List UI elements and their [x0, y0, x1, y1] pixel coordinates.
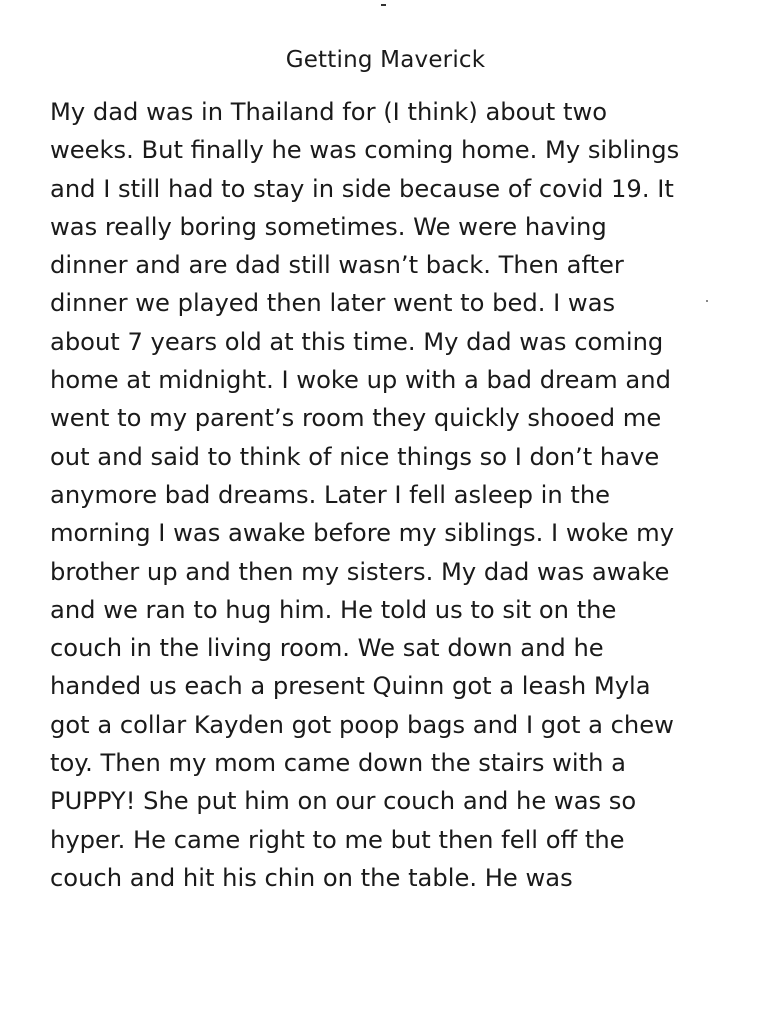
- text-line: PUPPY! She put him on our couch and he was so: [50, 787, 637, 816]
- text-line: home at midnight. I woke up with a bad dream and: [50, 366, 671, 395]
- text-line: My dad was in Thailand for (I think) about two: [50, 98, 608, 126]
- text-line: weeks. But finally he was coming home. My siblings: [50, 136, 680, 165]
- text-line: handed us each a present Quinn got a leash Myla: [50, 672, 651, 701]
- text-line: morning I was awake before my siblings. I woke my: [50, 519, 675, 548]
- text-line: got a collar Kayden got poop bags and I got a chew: [50, 710, 674, 739]
- text-line: and we ran to hug him. He told us to sit on the: [50, 595, 617, 624]
- text-line: dinner and are dad still wasn’t back. Then after: [50, 251, 624, 280]
- text-line: hyper. He came right to me but then fell off the: [50, 825, 625, 854]
- text-line: about 7 years old at this time. My dad was coming: [50, 327, 664, 356]
- story-body: [50, 93, 750, 897]
- document-title: Getting Maverick: [285, 47, 486, 73]
- text-line: out and said to think of nice things so I don’t have: [50, 442, 660, 471]
- text-line: dinner we played then later went to bed. I was: [50, 289, 616, 318]
- text-line: anymore bad dreams. Later I fell asleep in the: [50, 480, 611, 509]
- text-line: couch and hit his chin on the table. He was: [50, 863, 573, 892]
- scan-speck: [381, 4, 386, 6]
- text-line: and I still had to stay in side because of covid 19. It: [50, 174, 674, 203]
- text-line: couch in the living room. We sat down and he: [50, 634, 604, 663]
- text-line: toy. Then my mom came down the stairs with a: [50, 749, 626, 778]
- text-line: went to my parent’s room they quickly shooed me: [50, 404, 662, 433]
- text-line: was really boring sometimes. We were having: [50, 212, 607, 241]
- text-line: brother up and then my sisters. My dad was awake: [50, 557, 670, 586]
